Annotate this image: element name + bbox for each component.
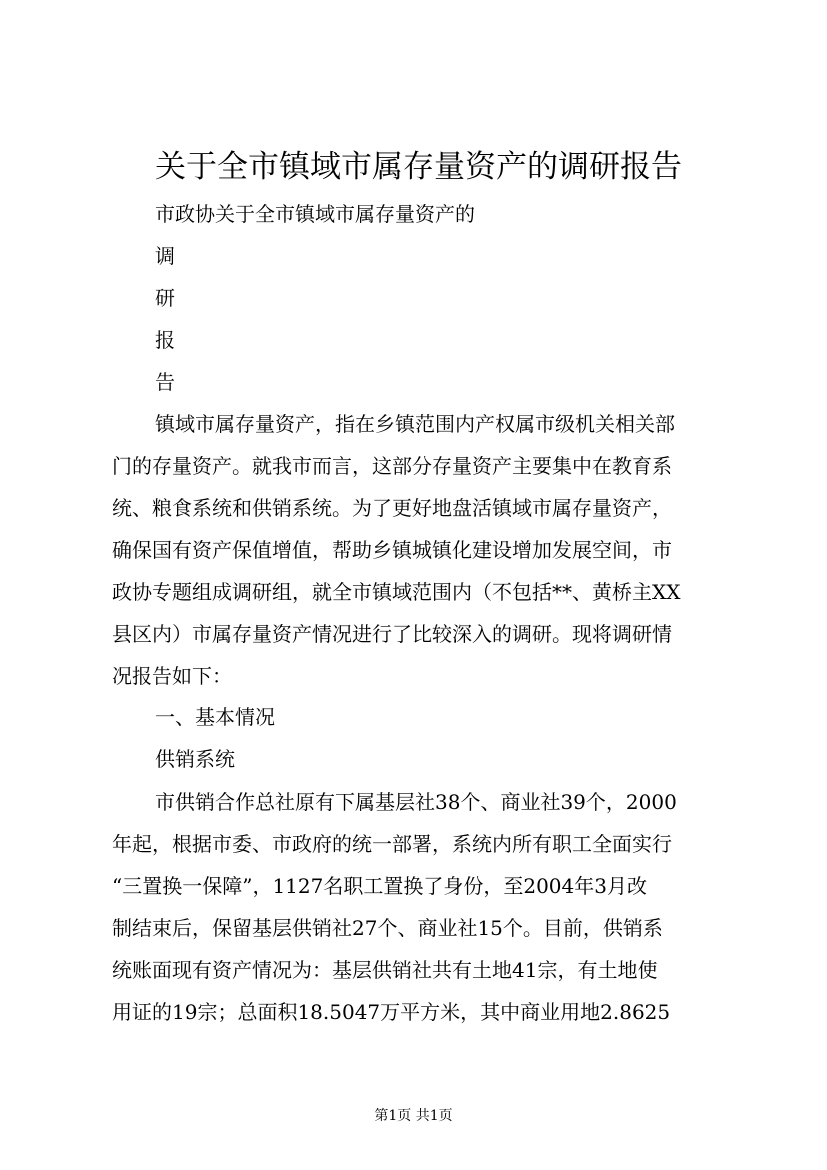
paragraph-line: 用证的19宗；总面积18.5047万平方米，其中商业用地2.8625: [112, 1000, 671, 1024]
paragraph-line: 年起，根据市委、市政府的统一部署，系统内所有职工全面实行: [112, 832, 672, 856]
page-footer: 第1页 共1页: [374, 1108, 453, 1124]
subtitle-line: 报: [155, 328, 175, 352]
subtitle-line: 研: [155, 286, 175, 310]
section-heading: 一、基本情况: [155, 705, 275, 729]
subtitle-line: 市政协关于全市镇域市属存量资产的: [155, 202, 475, 226]
subtitle-line: 告: [155, 370, 175, 394]
paragraph-line: 市供销合作总社原有下属基层社38个、商业社39个，2000: [155, 790, 677, 814]
paragraph-line: 确保国有资产保值增值，帮助乡镇城镇化建设增加发展空间，市: [112, 538, 672, 562]
paragraph-line: 门的存量资产。就我市而言，这部分存量资产主要集中在教育系: [112, 454, 672, 478]
paragraph-line: 统、粮食系统和供销系统。为了更好地盘活镇域市属存量资产，: [112, 496, 672, 520]
subtitle-line: 调: [155, 244, 175, 268]
paragraph-line: 况报告如下：: [112, 664, 232, 688]
subsection-heading: 供销系统: [155, 747, 235, 771]
paragraph-line: 政协专题组成调研组，就全市镇域范围内（不包括**、黄桥主XX: [112, 580, 681, 604]
paragraph-line: 镇域市属存量资产，指在乡镇范围内产权属市级机关相关部: [155, 412, 675, 436]
paragraph-line: 县区内）市属存量资产情况进行了比较深入的调研。现将调研情: [112, 622, 672, 646]
paragraph-line: 制结束后，保留基层供销社27个、商业社15个。目前，供销系: [112, 916, 663, 940]
paragraph-line: 统账面现有资产情况为：基层供销社共有土地41宗，有土地使: [112, 958, 658, 982]
paragraph-line: “三置换一保障”，1127名职工置换了身份，至2004年3月改: [112, 874, 647, 898]
document-title: 关于全市镇域市属存量资产的调研报告: [155, 149, 682, 185]
